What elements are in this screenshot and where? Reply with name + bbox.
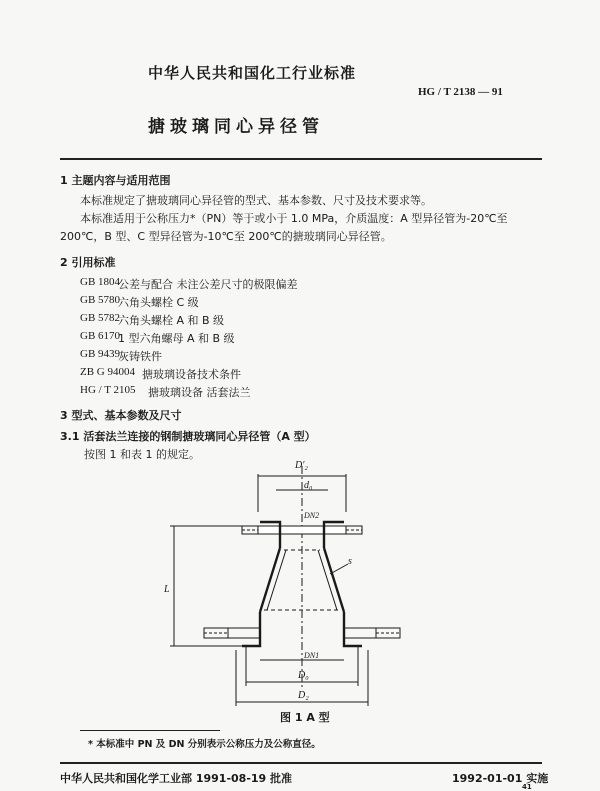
label-d2-prime: D′₂ [295, 460, 308, 471]
reference-code: GB 5782 [80, 312, 121, 324]
reference-code: HG / T 2105 [80, 384, 136, 396]
reference-desc: 六角头螺栓 C 级 [118, 296, 199, 309]
approval-note: 中华人民共和国化学工业部 1991-08-19 批准 [60, 772, 293, 785]
label-s: s [348, 556, 352, 567]
reducer-drawing [160, 450, 420, 712]
reference-desc: 六角头螺栓 A 和 B 级 [118, 314, 225, 327]
reference-code: GB 5780 [80, 294, 121, 306]
section-2-heading: 2 引用标准 [60, 256, 116, 269]
section-3-1-text: 按图 1 和表 1 的规定。 [84, 448, 200, 461]
effective-date: 1992-01-01 实施 [452, 772, 549, 785]
section-1-heading: 1 主题内容与适用范围 [60, 174, 171, 187]
footnote: * 本标准中 PN 及 DN 分别表示公称压力及公称直径。 [88, 739, 321, 750]
figure-caption: 图 1 A 型 [280, 711, 330, 724]
top-flange-ring [258, 526, 346, 534]
reference-code: GB 9439 [80, 348, 121, 360]
reference-desc: 搪玻璃设备 活套法兰 [148, 386, 251, 399]
label-dn2: DN2 [304, 511, 320, 520]
bottom-lip-right [344, 628, 362, 646]
section-3-1-heading: 3.1 活套法兰连接的钢制搪玻璃同心异径管（A 型） [60, 430, 316, 443]
footer-rule [60, 762, 542, 764]
label-dn1: DN1 [304, 651, 320, 660]
s-leader [330, 564, 348, 574]
bottom-lip-left [242, 628, 260, 646]
label-d0-bottom: D₀ [298, 670, 309, 681]
footnote-rule [80, 730, 220, 731]
section-1-paragraph-1: 本标准规定了搪玻璃同心异径管的型式、基本参数、尺寸及技术要求等。 [80, 194, 432, 207]
label-length: L [164, 584, 170, 595]
header-rule [60, 158, 542, 160]
section-1-paragraph-2-line-2: 200℃，B 型、C 型异径管为-10℃至 200℃的搪玻璃同心异径管。 [60, 230, 392, 243]
label-d2-bottom: D₂ [298, 690, 309, 701]
document-title: 搪玻璃同心异径管 [148, 117, 324, 137]
section-1-paragraph-2-line-1: 本标准适用于公称压力*（PN）等于或小于 1.0 MPa，介质温度：A 型异径管为-20℃至 [80, 212, 508, 225]
reference-code: GB 1804 [80, 276, 121, 288]
reference-desc: 公差与配合 未注公差尺寸的极限偏差 [118, 278, 298, 291]
reference-desc: 灰铸铁件 [118, 350, 162, 363]
reference-desc: 搪玻璃设备技术条件 [142, 368, 241, 381]
page-number: 41 [522, 783, 532, 791]
reference-code: GB 6170 [80, 330, 121, 342]
section-3-heading: 3 型式、基本参数及尺寸 [60, 409, 182, 422]
label-d0-top: d₀ [304, 480, 313, 491]
reference-code: ZB G 94004 [80, 366, 135, 378]
standard-org-title: 中华人民共和国化工行业标准 [148, 64, 357, 82]
standard-code: HG / T 2138 — 91 [418, 86, 503, 98]
reference-desc: 1 型六角螺母 A 和 B 级 [118, 332, 235, 345]
